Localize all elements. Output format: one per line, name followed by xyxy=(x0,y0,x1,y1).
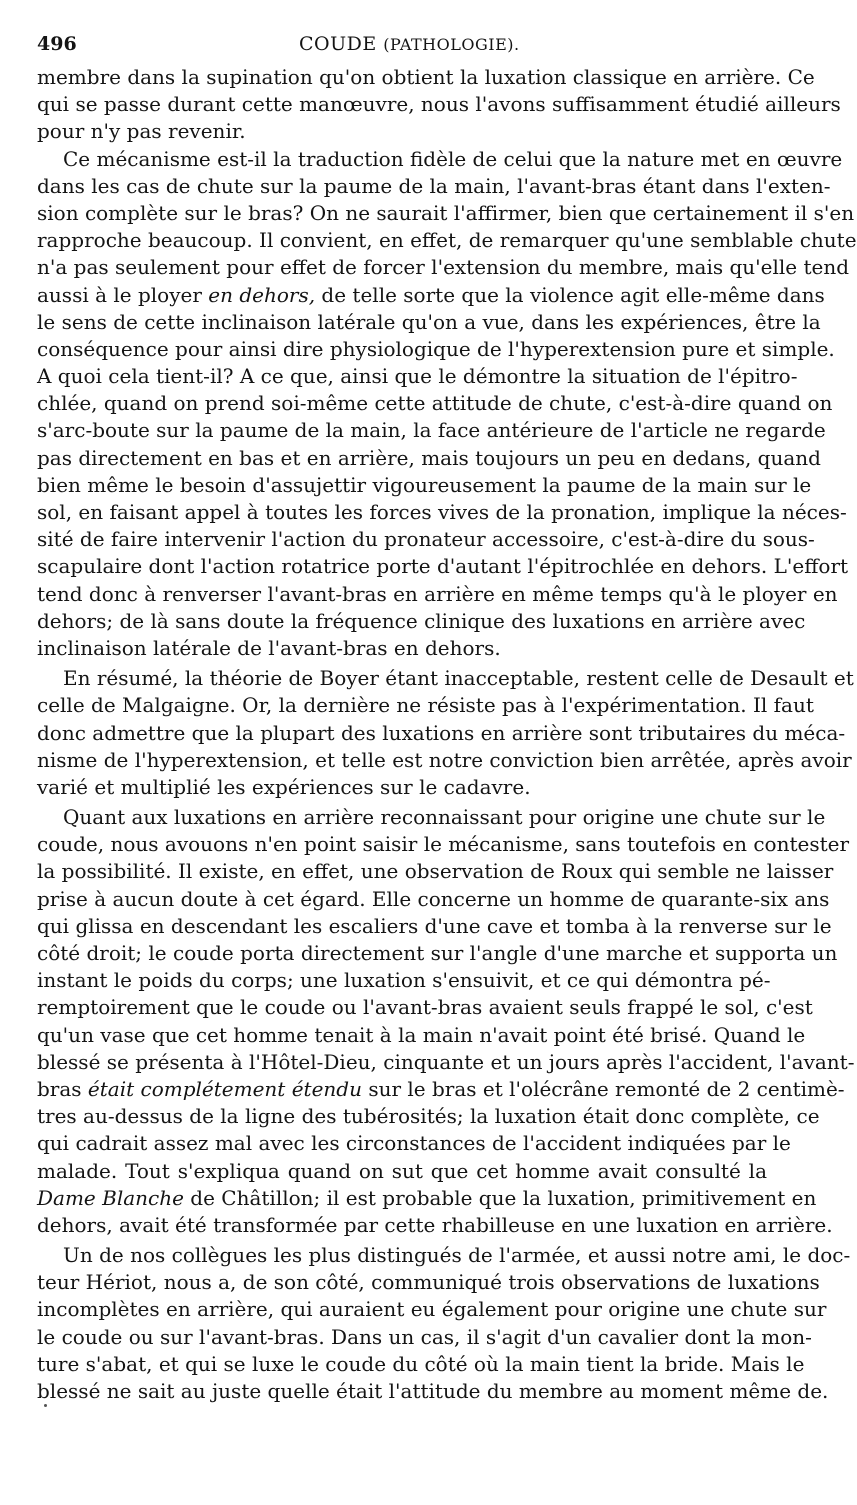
running-head xyxy=(299,32,520,57)
text-line: tend donc à renverser l'avant-bras en arrière en même temps qu'à le ployer en xyxy=(37,581,838,606)
text-line: incomplètes en arrière, qui auraient eu également pour origine une chute sur xyxy=(37,1297,827,1322)
text-line: qui cadrait assez mal avec les circonstances de l'accident indiquées par le xyxy=(37,1131,791,1156)
text-line: qui se passe durant cette manœuvre, nous l'avons suffisamment étudié ailleurs xyxy=(37,92,841,117)
text-line: inclinaison latérale de l'avant-bras en dehors. xyxy=(37,635,501,660)
text-line: tres au-dessus de la ligne des tubérosités; la luxation était donc complète, ce xyxy=(37,1104,820,1129)
text-line: dehors; de là sans doute la fréquence clinique des luxations en arrière avec xyxy=(37,608,806,633)
text-line: bien même le besoin d'assujettir vigoureusement la paume de la main sur le xyxy=(37,472,812,497)
text-line: Dame Blanche de Châtillon; il est probable que la luxation, primitivement en xyxy=(37,1185,817,1210)
text-line: coude, nous avouons n'en point saisir le mécanisme, sans toutefois en contester xyxy=(37,832,850,857)
text-line: pour n'y pas revenir. xyxy=(37,119,246,144)
text-line: bras était complétement étendu sur le bras et l'olécrâne remonté de 2 centimè- xyxy=(37,1076,845,1101)
paragraph-first-line: En résumé, la théorie de Boyer étant inacceptable, restent celle de Desault et xyxy=(63,666,854,691)
text-line: ture s'abat, et qui se luxe le coude du côté où la main tient la bride. Mais le xyxy=(37,1351,805,1376)
text-line: membre dans la supination qu'on obtient la luxation classique en arrière. Ce xyxy=(37,65,815,89)
text-line: donc admettre que la plupart des luxations en arrière sont tributaires du méca- xyxy=(37,720,846,745)
text-line: rapproche beaucoup. Il convient, en effet, de remarquer qu'une semblable chute xyxy=(37,228,857,253)
text-line: le coude ou sur l'avant-bras. Dans un cas, il s'agit d'un cavalier dont la mon- xyxy=(37,1324,812,1349)
text-line: blessé ne sait au juste quelle était l'attitude du membre au moment même de. xyxy=(37,1379,829,1403)
paragraph-first-line: Quant aux luxations en arrière reconnaissant pour origine une chute sur le xyxy=(63,805,826,830)
text-line: chlée, quand on prend soi-même cette attitude de chute, c'est-à-dire quand on xyxy=(37,391,833,416)
text-line: A quoi cela tient-il? A ce que, ainsi que le démontre la situation de l'épitro- xyxy=(37,364,798,389)
text-line: celle de Malgaigne. Or, la dernière ne résiste pas à l'expérimentation. Il faut xyxy=(37,693,814,718)
paragraph-first-line: Ce mécanisme est-il la traduction fidèle de celui que la nature met en œuvre xyxy=(63,146,843,171)
running-head-title: COUDE xyxy=(299,33,377,55)
body-text xyxy=(37,64,857,1405)
text-line: dehors, avait été transformée par cette rhabilleuse en une luxation en arrière. xyxy=(37,1212,833,1237)
text-line: sion complète sur le bras? On ne saurait l'affirmer, bien que certainement il s'en xyxy=(37,200,855,225)
text-line: qui glissa en descendant les escaliers d'une cave et tomba à la renverse sur le xyxy=(37,913,832,938)
text-line: instant le poids du corps; une luxation s'ensuivit, et ce qui démontra pé- xyxy=(37,968,771,993)
text-line: blessé se présenta à l'Hôtel-Dieu, cinquante et un jours après l'accident, l'avant- xyxy=(37,1049,855,1074)
text-line: varié et multiplié les expériences sur le cadavre. xyxy=(37,774,531,799)
text-line: dans les cas de chute sur la paume de la main, l'avant-bras étant dans l'exten- xyxy=(37,173,831,198)
text-line: remptoirement que le coude ou l'avant-bras avaient seuls frappé le sol, c'est xyxy=(37,995,813,1020)
text-line: sol, en faisant appel à toutes les forces vives de la pronation, implique la néces- xyxy=(37,500,847,524)
running-head-subtitle: (PATHOLOGIE). xyxy=(383,35,520,54)
text-line: côté droit; le coude porta directement sur l'angle d'une marche et supporta un xyxy=(37,941,838,965)
text-line: nisme de l'hyperextension, et telle est notre conviction bien arrêtée, après avoir xyxy=(37,747,852,772)
paragraph-first-line: Un de nos collègues les plus distingués de l'armée, et aussi notre ami, le doc- xyxy=(63,1243,851,1268)
text-line: malade. Tout s'expliqua quand on sut que cet homme avait consulté la xyxy=(37,1158,767,1183)
text-line: scapulaire dont l'action rotatrice porte d'autant l'épitrochlée en dehors. L'effort xyxy=(37,554,849,579)
text-line: la possibilité. Il existe, en effet, une observation de Roux qui semble ne laisser xyxy=(37,859,834,884)
page-header xyxy=(37,32,765,60)
text-line: sité de faire intervenir l'action du pronateur accessoire, c'est-à-dire du sous- xyxy=(37,527,815,552)
text-line: qu'un vase que cet homme tenait à la main n'avait point été brisé. Quand le xyxy=(37,1022,806,1047)
text-line: prise à aucun doute à cet égard. Elle concerne un homme de quarante-six ans xyxy=(37,886,830,911)
text-line: n'a pas seulement pour effet de forcer l'extension du membre, mais qu'elle tend xyxy=(37,255,850,280)
text-line: s'arc-boute sur la paume de la main, la face antérieure de l'article ne regarde xyxy=(37,418,826,443)
text-line: aussi à le ployer en dehors, de telle sorte que la violence agit elle-même dans xyxy=(37,282,825,307)
print-speck xyxy=(44,1404,47,1407)
text-line: teur Hériot, nous a, de son côté, communiqué trois observations de luxations xyxy=(37,1270,820,1295)
text-line: le sens de cette inclinaison latérale qu'on a vue, dans les expériences, être la xyxy=(37,309,821,334)
text-line: conséquence pour ainsi dire physiologique de l'hyperextension pure et simple. xyxy=(37,336,835,361)
page-number: 496 xyxy=(37,33,77,55)
text-line: pas directement en bas et en arrière, mais toujours un peu en dedans, quand xyxy=(37,445,821,470)
